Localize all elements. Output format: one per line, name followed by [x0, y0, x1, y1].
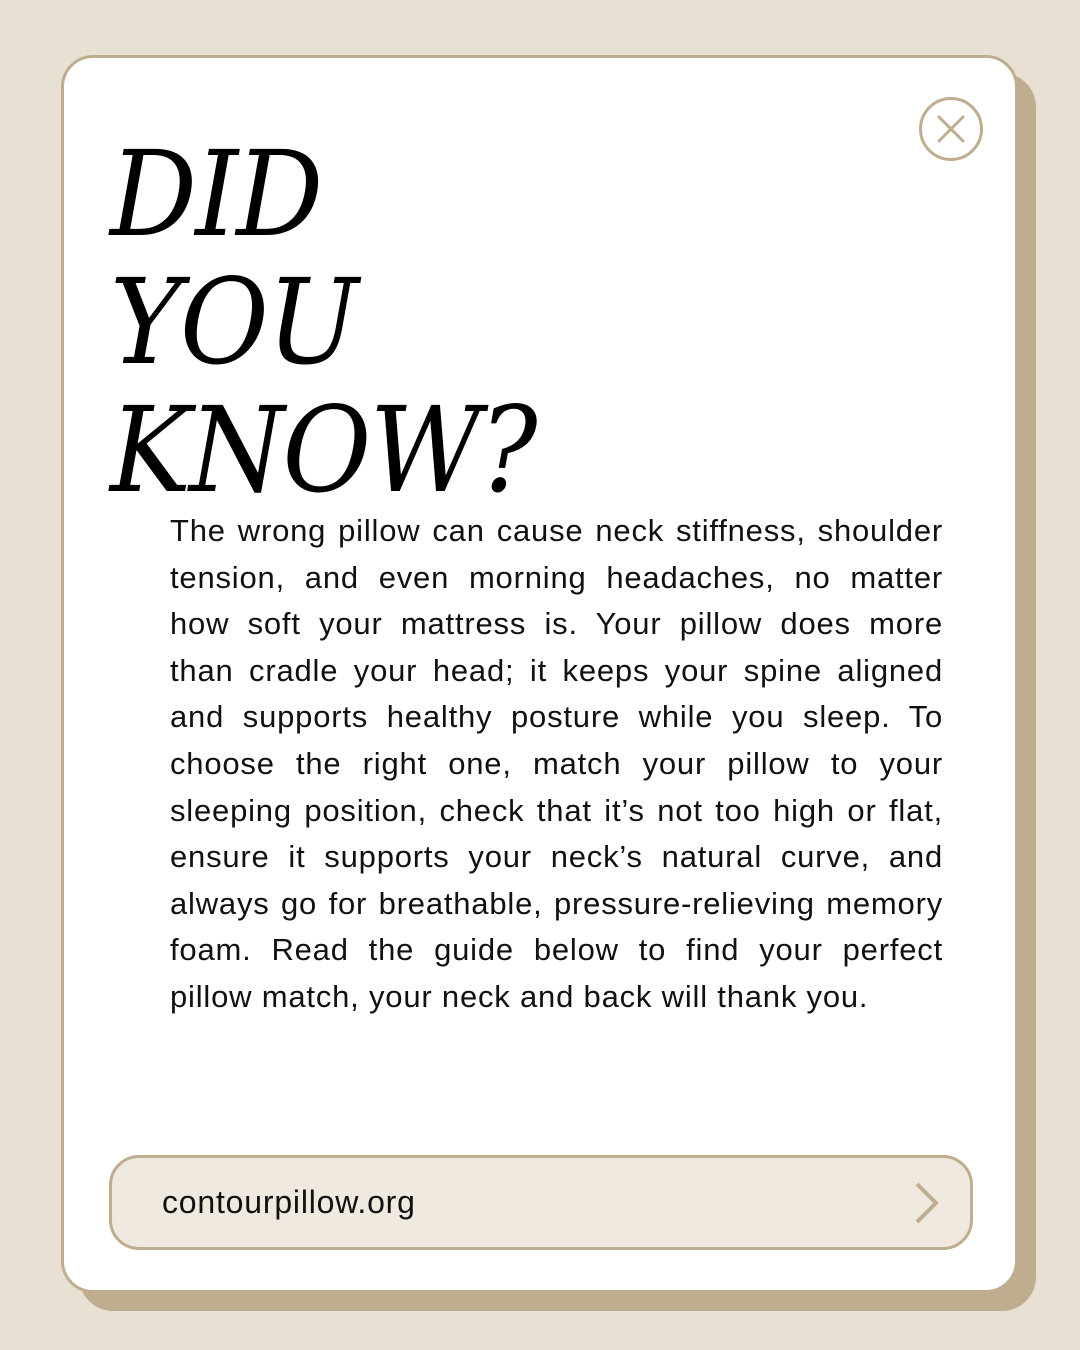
close-x-icon [936, 114, 966, 144]
website-url[interactable]: contourpillow.org [162, 1184, 416, 1220]
close-button[interactable] [919, 97, 983, 161]
headline-line-2: YOU [110, 253, 357, 391]
did-you-know-card [61, 55, 1018, 1293]
website-link-button[interactable] [109, 1155, 973, 1250]
chevron-right-icon [912, 1180, 942, 1226]
headline-line-3: KNOW? [110, 381, 536, 519]
headline-line-1: DID [110, 125, 322, 263]
headline [110, 125, 536, 519]
body-paragraph: The wrong pillow can cause neck stiffness, shoulder tension, and even morning headaches, no matter how soft your mattress is. Your pillow does more than cradle your head; it keeps your spine aligned and supports healthy posture while you sleep. To choose the right one, match your pillow to your sleeping position, check that it’s not too high or flat, ensure it supports your neck’s natural curve, and always go for breathable, pressure-relieving memory foam. Read the guide below to find your perfect pillow match, your neck and back will thank you. [170, 513, 943, 1014]
